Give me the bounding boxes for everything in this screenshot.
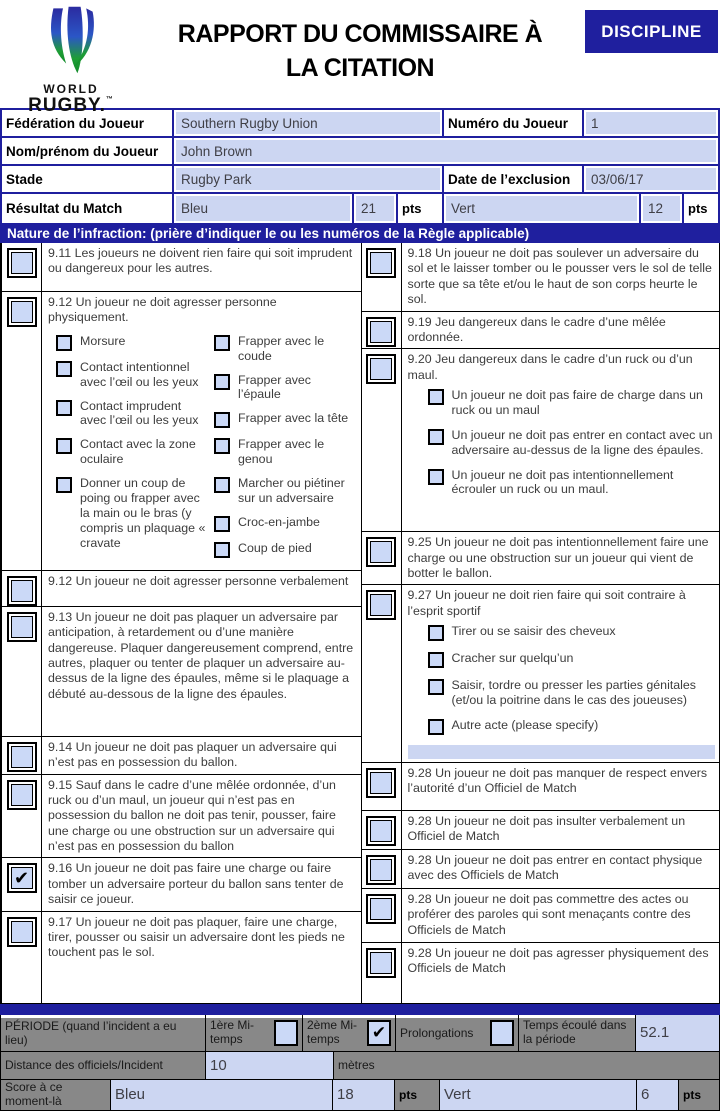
team1-name-field[interactable]: Bleu <box>176 196 350 221</box>
rule-text <box>402 585 720 762</box>
second-half-checkbox[interactable]: ✔ <box>367 1020 391 1046</box>
rule-checkbox-cell <box>2 737 42 774</box>
sub-option-label: Coup de pied <box>238 540 312 555</box>
rule-checkbox[interactable] <box>366 317 396 347</box>
rule-checkbox-cell <box>362 585 402 762</box>
infractions-column-right <box>361 243 720 1003</box>
sub-option <box>206 476 357 506</box>
match-result-label: Résultat du Match <box>6 201 123 216</box>
infraction-row-right-6 <box>362 763 720 811</box>
elapsed-time-label: Temps écoulé dans la période <box>523 1018 627 1046</box>
sub-option-checkbox[interactable] <box>214 374 230 390</box>
sub-option-checkbox[interactable] <box>428 429 444 445</box>
infraction-row-left-2 <box>2 292 361 571</box>
rule-number: 9.19 <box>407 314 436 329</box>
player-name-label: Nom/prénom du Joueur <box>6 143 159 159</box>
sub-option <box>206 334 357 364</box>
infraction-row-right-3 <box>362 349 720 532</box>
distance-unit-label: mètres <box>338 1058 375 1073</box>
rule-checkbox[interactable] <box>7 742 37 772</box>
infractions-grid <box>0 243 720 1004</box>
rule-checkbox-fill <box>370 541 392 563</box>
sub-option <box>48 334 206 351</box>
sub-option <box>48 399 206 429</box>
rule-number: 9.28 <box>407 765 436 780</box>
score-team2-field[interactable]: Vert <box>440 1080 637 1110</box>
sub-option-label: Contact imprudent avec l’œil ou les yeux <box>80 398 199 428</box>
sub-option-label: Autre acte (please specify) <box>451 717 599 732</box>
team2-name-field[interactable]: Vert <box>446 196 637 221</box>
rule-number: 9.16 <box>48 861 76 876</box>
sub-option <box>420 718 716 735</box>
player-number-label: Numéro du Joueur <box>448 115 569 131</box>
discipline-badge: DISCIPLINE <box>585 10 718 53</box>
player-name-field[interactable]: John Brown <box>176 140 716 162</box>
rule-checkbox[interactable] <box>366 354 396 384</box>
rule-text <box>42 571 361 606</box>
sub-option-checkbox[interactable] <box>428 625 444 641</box>
rule-description: Un joueur ne doit pas agresser physiquement des Officiels de Match <box>407 945 709 976</box>
rule-checkbox-cell <box>2 607 42 736</box>
rule-checkbox-fill <box>370 820 392 842</box>
sub-option-label: Frapper avec la tête <box>238 411 349 426</box>
score-team2-points-field[interactable]: 6 <box>637 1080 679 1110</box>
rule-description: Un joueur ne doit agresser personne verbalement <box>75 573 349 588</box>
rule-text <box>402 943 720 1003</box>
sub-option-label: Saisir, tordre ou presser les parties génitales (et/ou la poitrine dans le cas des joueuses) <box>451 678 696 707</box>
rule-number: 9.28 <box>407 852 436 867</box>
team2-score-field[interactable]: 12 <box>643 196 680 221</box>
sub-option-label: Tirer ou se saisir des cheveux <box>451 624 616 639</box>
logo-word-world: WORLD <box>43 82 99 96</box>
sub-option-label: Un joueur ne doit pas faire de charge dans un ruck ou un maul <box>451 388 703 417</box>
sub-option-checkbox[interactable] <box>214 516 230 532</box>
sub-option <box>206 373 357 403</box>
rule-checkbox[interactable] <box>366 855 396 885</box>
rule-description: Un joueur ne doit pas soulever un adversaire du sol et le laisser tomber ou le pousser vers le sol de telle sorte que sa tête et/ou le haut de son corps heurte le sol. <box>407 246 712 307</box>
rule-checkbox[interactable] <box>7 780 37 810</box>
sub-option <box>420 388 716 418</box>
sub-option <box>206 515 357 532</box>
exclusion-date-label: Date de l’exclusion <box>448 171 571 187</box>
infraction-row-left-5 <box>2 737 361 775</box>
sub-option-checkbox[interactable] <box>428 469 444 485</box>
sub-option-label: Croc-en-jambe <box>238 514 320 529</box>
rule-text <box>402 243 720 311</box>
sub-options-left <box>48 334 206 567</box>
rule-number: 9.27 <box>407 588 436 603</box>
rule-text <box>402 763 720 810</box>
page-title: RAPPORT DU COMMISSAIRE À LA CITATION <box>177 20 543 82</box>
infraction-row-right-1 <box>362 243 720 312</box>
rule-checkbox-fill <box>370 321 392 343</box>
team1-score-field[interactable]: 21 <box>356 196 394 221</box>
rule-checkbox[interactable] <box>366 248 396 278</box>
rule-checkbox[interactable] <box>7 917 37 947</box>
infraction-row-left-7 <box>2 858 361 911</box>
rule-number: 9.11 <box>48 246 75 260</box>
rule-number: 9.28 <box>407 891 436 906</box>
rule-description: Un joueur ne doit agresser personne physiquement. <box>48 295 277 325</box>
rule-checkbox[interactable] <box>7 863 37 893</box>
sub-option <box>420 468 716 498</box>
federation-field[interactable]: Southern Rugby Union <box>176 112 440 134</box>
infraction-row-left-1 <box>2 243 361 292</box>
rule-description: Un joueur ne doit pas plaquer un adversaire qui n’est pas en possession du ballon. <box>48 739 337 770</box>
rule-text <box>402 889 720 942</box>
sub-option-label: Cracher sur quelqu’un <box>451 651 574 666</box>
rule-checkbox-fill <box>370 952 392 974</box>
rule-checkbox-fill <box>11 784 33 806</box>
infraction-row-left-6 <box>2 775 361 859</box>
rule-checkbox-fill <box>370 358 392 380</box>
player-match-form <box>0 108 720 223</box>
rule-checkbox-fill <box>370 859 392 881</box>
infraction-row-right-9 <box>362 889 720 943</box>
rule-text <box>402 349 720 531</box>
stadium-field[interactable]: Rugby Park <box>176 168 440 190</box>
period-label: PÉRIODE (quand l’incident a eu lieu) <box>5 1018 177 1047</box>
rule-number: 9.12 <box>48 573 76 588</box>
sub-option-label: Marcher ou piétiner sur un adversaire <box>238 476 345 505</box>
sub-option-checkbox[interactable] <box>214 335 230 351</box>
rule-checkbox-fill <box>370 252 392 274</box>
sub-option <box>206 411 357 428</box>
rule-checkbox-cell <box>362 889 402 942</box>
rule-checkbox-cell <box>2 292 42 570</box>
sub-options-columns <box>48 334 357 567</box>
rule-checkbox[interactable] <box>366 768 396 798</box>
sub-option <box>206 437 357 467</box>
first-half-checkbox[interactable] <box>274 1020 298 1046</box>
other-act-input[interactable] <box>408 745 716 759</box>
sub-options-list <box>408 624 716 735</box>
sub-option-checkbox[interactable] <box>214 412 230 428</box>
rule-checkbox-cell <box>362 763 402 810</box>
elapsed-time-field[interactable]: 52.1 <box>636 1015 719 1051</box>
rule-checkbox[interactable] <box>366 816 396 846</box>
rule-checkbox-cell <box>2 912 42 1003</box>
score-label: Score à ce moment-là <box>5 1080 63 1108</box>
score-pts-label-2: pts <box>683 1087 701 1102</box>
rule-checkbox-cell <box>2 858 42 910</box>
rule-text <box>42 912 361 1003</box>
sub-option <box>206 541 357 558</box>
infraction-row-right-2 <box>362 312 720 350</box>
first-half-label: 1ère Mi-temps <box>210 1018 255 1046</box>
rule-description: Jeu dangereux dans le cadre d’un ruck ou d’un maul. <box>407 352 693 382</box>
rule-text <box>42 292 361 570</box>
second-half-label: 2ème Mi-temps <box>307 1018 358 1046</box>
rule-text <box>42 775 361 858</box>
pts-label-2: pts <box>688 201 708 216</box>
sub-options-list <box>408 388 716 497</box>
section-divider-bar <box>0 1004 720 1015</box>
logo-word-rugby: RUGBY.™ <box>28 94 114 116</box>
nature-infraction-header: Nature de l’infraction: (prière d’indiquer le ou les numéros de la Règle applicable) <box>0 223 720 243</box>
score-team1-points-field[interactable]: 18 <box>333 1080 395 1110</box>
rule-number: 9.20 <box>407 352 436 367</box>
rule-checkbox-fill <box>11 301 33 323</box>
rule-description: Un joueur ne doit pas commettre des actes ou proférer des paroles qui sont menaçants contre des Officiels de Match <box>407 891 691 937</box>
rule-checkbox-cell <box>362 312 402 349</box>
rule-checkbox-cell <box>362 811 402 849</box>
rule-checkbox-fill <box>11 580 33 602</box>
rule-text <box>42 607 361 736</box>
rule-checkbox[interactable] <box>366 948 396 978</box>
infractions-column-left <box>2 243 361 1003</box>
score-team1-field[interactable]: Bleu <box>111 1080 333 1110</box>
rule-text <box>42 858 361 910</box>
infraction-row-right-4 <box>362 532 720 585</box>
sub-option-checkbox[interactable] <box>428 389 444 405</box>
rule-checkbox-fill: ✔ <box>11 867 33 889</box>
sub-option-label: Frapper avec le coude <box>238 333 325 363</box>
rule-number: 9.28 <box>407 813 436 828</box>
rule-description: Un joueur ne doit pas entrer en contact physique avec des Officiels de Match <box>407 852 703 883</box>
rule-checkbox-cell <box>362 243 402 311</box>
sub-option-checkbox[interactable] <box>214 477 230 493</box>
rule-checkbox-cell <box>362 943 402 1003</box>
rule-description: Un joueur ne doit rien faire qui soit contraire à l’esprit sportif <box>407 588 686 618</box>
sub-option-checkbox[interactable] <box>428 652 444 668</box>
rule-description: Un joueur ne doit pas intentionnellement faire une charge ou une obstruction sur un joueur qui vient de botter le ballon. <box>407 535 709 580</box>
rule-text <box>402 312 720 349</box>
period-row <box>0 1015 720 1052</box>
sub-option-checkbox[interactable] <box>214 438 230 454</box>
rule-checkbox-cell <box>362 532 402 584</box>
sub-option-checkbox[interactable] <box>214 542 230 558</box>
rule-description: Jeu dangereux dans le cadre d’une mêlée ordonnée. <box>407 314 666 344</box>
sub-option <box>420 651 716 668</box>
rule-checkbox-fill <box>11 252 33 274</box>
rule-checkbox[interactable] <box>7 576 37 606</box>
pts-label-1: pts <box>402 201 422 216</box>
world-rugby-logo <box>16 6 126 115</box>
rule-checkbox-fill <box>370 772 392 794</box>
rule-checkbox-cell <box>2 775 42 858</box>
rule-checkbox-cell <box>2 243 42 291</box>
rule-checkbox-fill <box>370 594 392 616</box>
rule-checkbox-cell <box>362 850 402 888</box>
rule-description: Un joueur ne doit pas manquer de respect envers l’autorité d’un Officiel de Match <box>407 765 708 796</box>
world-rugby-shield-icon <box>35 6 107 78</box>
rule-checkbox-cell <box>362 349 402 531</box>
distance-label: Distance des officiels/Incident <box>5 1058 163 1073</box>
infraction-row-right-10 <box>362 943 720 1003</box>
federation-label: Fédération du Joueur <box>6 115 145 131</box>
rule-checkbox[interactable] <box>366 894 396 924</box>
extra-time-label: Prolongations <box>400 1025 474 1040</box>
rule-description: Un joueur ne doit pas insulter verbalement un Officiel de Match <box>407 813 686 844</box>
sub-option-label: Un joueur ne doit pas intentionnellement écrouler un ruck ou un maul. <box>451 467 674 497</box>
report-header <box>0 0 720 116</box>
rule-number: 9.12 <box>48 295 76 309</box>
rule-description: Sauf dans le cadre d’une mêlée ordonnée, d’un ruck ou d’un maul, un joueur qui n’est pas en possession du ballon ne doit pas tenir, pousser, faire une charge ou une obstruction sur un adversaire qui n’est pas en possession du ballon <box>48 777 336 853</box>
sub-option <box>48 437 206 467</box>
rule-checkbox-fill <box>11 746 33 768</box>
sub-option-label: Contact intentionnel avec l’œil ou les yeux <box>80 359 199 389</box>
sub-option-checkbox[interactable] <box>428 719 444 735</box>
rule-checkbox-cell <box>2 571 42 606</box>
sub-option-checkbox[interactable] <box>428 679 444 695</box>
sub-option-label: Donner un coup de poing ou frapper avec la main ou le bras (y compris un plaquage « cravate <box>80 476 206 550</box>
sub-option <box>420 428 716 458</box>
rule-number: 9.13 <box>48 609 76 624</box>
rule-checkbox[interactable] <box>7 248 37 278</box>
rule-checkbox[interactable] <box>7 612 37 642</box>
rule-checkbox[interactable] <box>7 297 37 327</box>
rule-description: Un joueur ne doit pas plaquer, faire une charge, tirer, pousser ou saisir un adversaire dont les pieds ne touchent pas le sol. <box>48 914 345 960</box>
sub-option <box>48 476 206 550</box>
sub-options-right <box>206 334 357 567</box>
stadium-label: Stade <box>6 171 43 187</box>
rule-description: Les joueurs ne doivent rien faire qui soit imprudent ou dangereux pour les autres. <box>48 246 353 276</box>
rule-text <box>42 737 361 774</box>
infraction-row-right-8 <box>362 850 720 889</box>
rule-number: 9.17 <box>48 914 76 929</box>
sub-option-checkbox[interactable] <box>56 361 72 377</box>
sub-option-label: Morsure <box>80 333 126 348</box>
rule-checkbox-fill <box>370 898 392 920</box>
rule-description: Un joueur ne doit pas plaquer un adversaire par anticipation, à retardement ou d’une manière dangereuse. Plaquer dangereusement comprend, entre autres, plaquer ou tenter de plaquer un adversaire au-dessus de la ligne des épaules, même si le plaquage a débuté au-dessous de la ligne des épaules. <box>48 609 354 701</box>
rule-text <box>402 850 720 888</box>
score-row <box>0 1080 720 1111</box>
extra-time-checkbox[interactable] <box>490 1020 514 1046</box>
rule-checkbox[interactable] <box>366 537 396 567</box>
rule-checkbox-fill <box>11 616 33 638</box>
sub-option-label: Frapper avec l’épaule <box>238 372 312 402</box>
exclusion-date-field[interactable]: 03/06/17 <box>586 168 716 190</box>
infraction-row-left-4 <box>2 607 361 737</box>
rule-description: Un joueur ne doit pas faire une charge ou faire tomber un adversaire porteur du ballon sans tenter de saisir ce joueur. <box>48 861 344 907</box>
sub-option <box>420 624 716 641</box>
rule-checkbox-fill <box>11 921 33 943</box>
score-pts-label-1: pts <box>395 1080 440 1110</box>
rule-text <box>402 811 720 849</box>
distance-field[interactable]: 10 <box>206 1052 334 1079</box>
sub-option-label: Un joueur ne doit pas entrer en contact avec un adversaire au-dessus de la ligne des épaules. <box>451 427 713 457</box>
sub-option-label: Frapper avec le genou <box>238 437 325 467</box>
rule-number: 9.28 <box>407 945 436 960</box>
infraction-row-left-3 <box>2 571 361 607</box>
sub-option-checkbox[interactable] <box>56 335 72 351</box>
infraction-row-right-7 <box>362 811 720 850</box>
rule-text <box>402 532 720 584</box>
player-number-field[interactable]: 1 <box>586 112 716 134</box>
infraction-row-right-5 <box>362 585 720 763</box>
distance-row <box>0 1052 720 1080</box>
infraction-row-left-8 <box>2 912 361 1003</box>
rule-checkbox[interactable] <box>366 590 396 620</box>
sub-option <box>48 360 206 390</box>
sub-option-label: Contact avec la zone oculaire <box>80 437 196 467</box>
rule-number: 9.15 <box>48 777 76 792</box>
sub-option-checkbox[interactable] <box>56 400 72 416</box>
sub-option-checkbox[interactable] <box>56 438 72 454</box>
rule-number: 9.25 <box>407 535 436 550</box>
sub-option-checkbox[interactable] <box>56 477 72 493</box>
rule-text <box>42 243 361 291</box>
rule-number: 9.18 <box>407 246 436 260</box>
sub-option <box>420 678 716 708</box>
rule-number: 9.14 <box>48 739 76 754</box>
